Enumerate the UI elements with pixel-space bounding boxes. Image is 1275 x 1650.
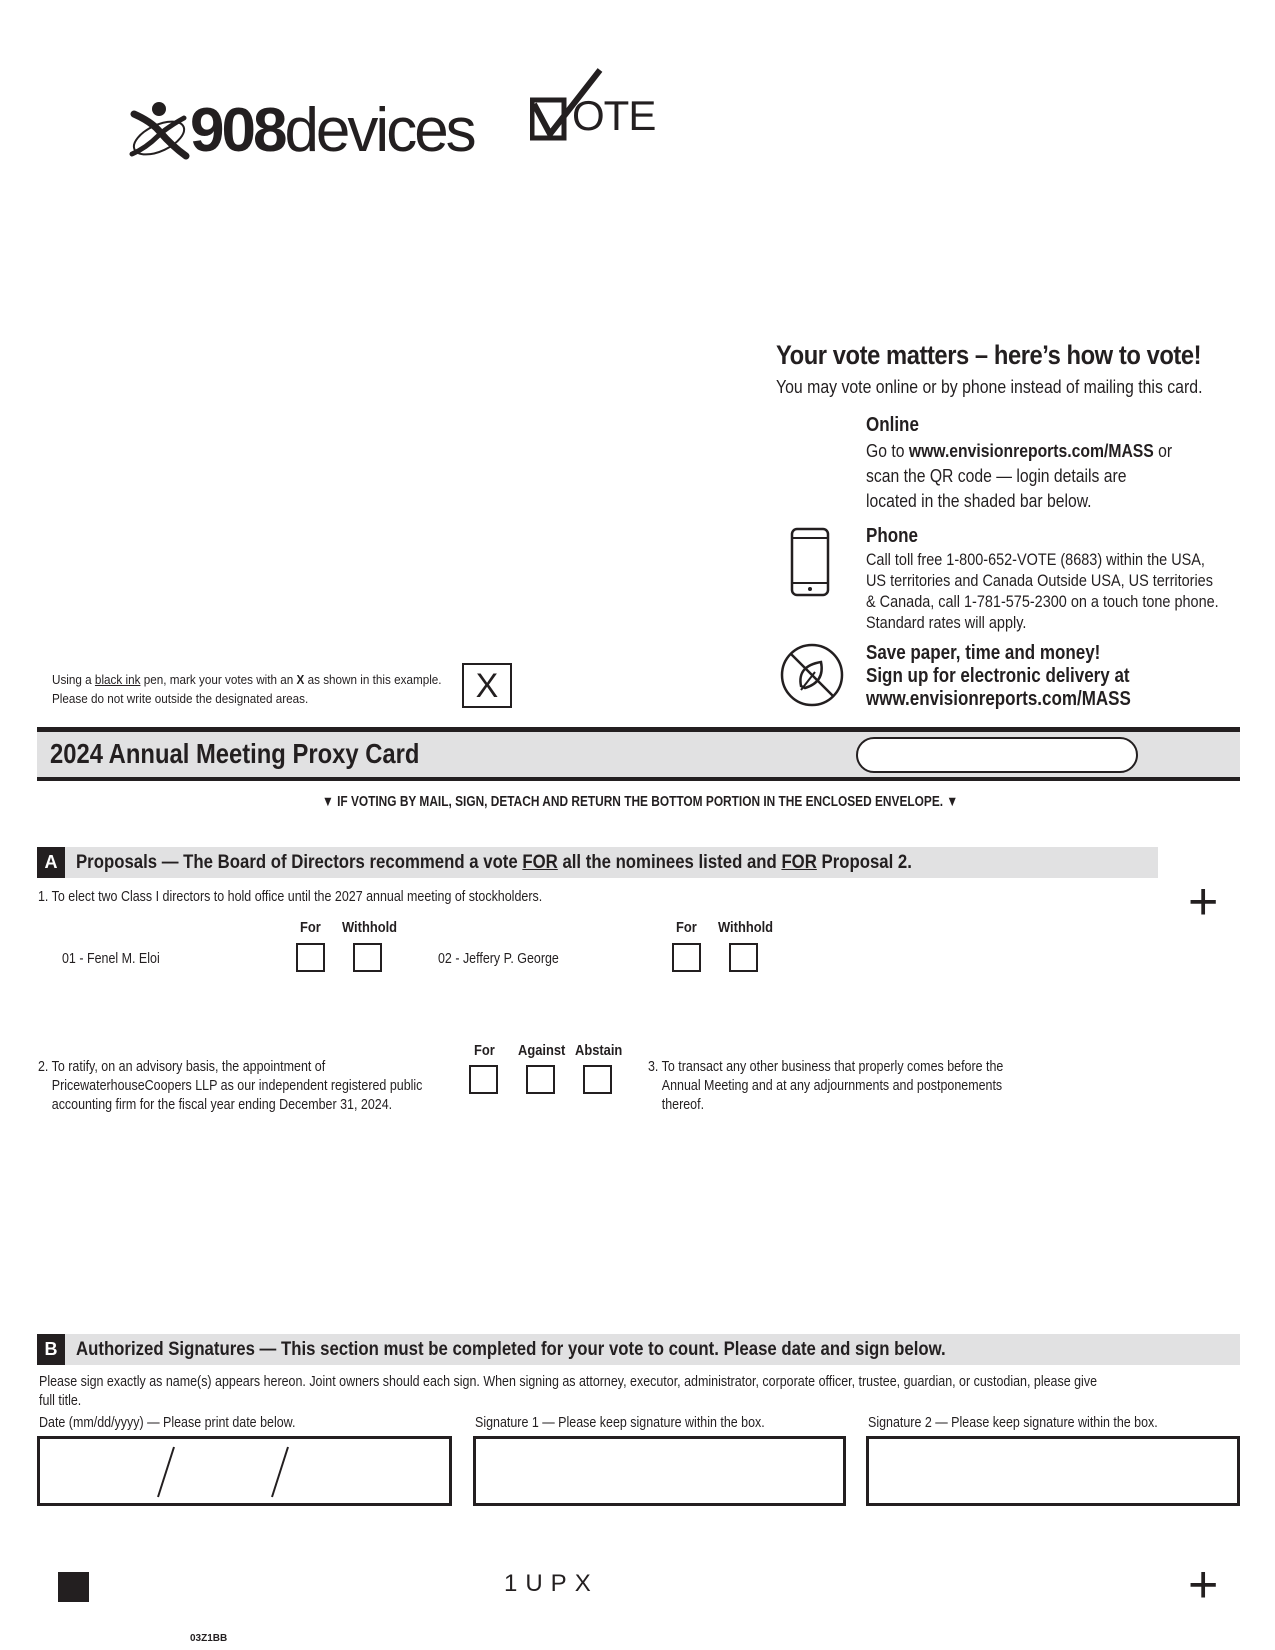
example-mark: X — [475, 667, 499, 705]
paperless-text — [866, 642, 1131, 711]
registration-mark — [58, 1572, 89, 1602]
section-a-text-c: Proposal 2. — [816, 851, 912, 873]
leaf-icon — [779, 642, 845, 708]
nominee-2-withhold-checkbox[interactable] — [729, 943, 758, 972]
date-field[interactable] — [37, 1436, 452, 1506]
section-a-heading — [76, 851, 912, 874]
instr-line-2: Please do not write outside the designated areas. — [52, 691, 309, 706]
nominee-2-name: 02 - Jeffery P. George — [438, 951, 559, 967]
proposal-2-against-checkbox[interactable] — [526, 1065, 555, 1094]
online-text: Go to — [866, 440, 909, 461]
online-line-3: located in the shaded bar below. — [866, 490, 1092, 511]
section-b-letter: B — [37, 1334, 65, 1365]
instr-text-black-ink: black ink — [94, 672, 141, 687]
signature-1-label: Signature 1 — Please keep signature within the box. — [475, 1415, 765, 1431]
proposal-2-abstain-checkbox[interactable] — [583, 1065, 612, 1094]
proposal-2-abstain-label: Abstain — [575, 1042, 623, 1059]
date-separator-icon — [40, 1439, 449, 1503]
proposal-2-line-2: PricewaterhouseCoopers LLP as our independent registered public — [51, 1078, 423, 1094]
logo-mark-icon — [128, 100, 190, 160]
paperless-line-2: Sign up for electronic delivery at — [866, 665, 1130, 687]
phone-icon — [790, 527, 830, 597]
card-title: 2024 Annual Meeting Proxy Card — [50, 738, 420, 769]
instr-text-x: X — [296, 672, 305, 687]
section-b-heading: Authorized Signatures — This section must be completed for your vote to count. Please date and sign below. — [76, 1338, 946, 1360]
logo-text-light: devices — [284, 96, 474, 165]
signature-1-field[interactable] — [473, 1436, 846, 1506]
phone-line-2: US territories and Canada Outside USA, US territories — [866, 571, 1213, 590]
proposal-3-line-1: 3. To transact any other business that properly comes before the — [648, 1059, 1004, 1075]
instr-text-a: Using a — [52, 672, 95, 687]
online-heading: Online — [866, 414, 919, 436]
signature-2-label: Signature 2 — Please keep signature within the box. — [868, 1415, 1158, 1431]
date-label: Date (mm/dd/yyyy) — Please print date below. — [39, 1415, 296, 1431]
online-line-2: scan the QR code — login details are — [866, 465, 1127, 486]
proposal-2-line-1: 2. To ratify, on an advisory basis, the appointment of — [38, 1059, 326, 1075]
signing-instructions — [39, 1373, 1097, 1411]
signing-note-line-2: full title. — [39, 1393, 82, 1409]
proposal-3-text — [648, 1058, 1003, 1115]
nominee-2-withhold-label: Withhold — [718, 919, 774, 936]
signing-note-line-1: Please sign exactly as name(s) appears hereon. Joint owners should each sign. When signing as attorney, executor, administrator, corporate officer, trustee, guardian, or custodian, please give — [39, 1374, 1098, 1390]
nominee-1-for-checkbox[interactable] — [296, 943, 325, 972]
proposal-2-for-label: For — [474, 1042, 495, 1059]
online-instructions — [866, 438, 1172, 513]
proposal-2-against-label: Against — [518, 1042, 566, 1059]
proposal-3-line-2: Annual Meeting and at any adjournments and postponements — [661, 1078, 1003, 1094]
login-details-field — [856, 737, 1138, 773]
example-mark-box — [462, 663, 512, 708]
logo-text-bold: 908 — [190, 96, 285, 165]
signature-2-field[interactable] — [866, 1436, 1240, 1506]
proposal-2-for-checkbox[interactable] — [469, 1065, 498, 1094]
small-form-code: 03Z1BB — [190, 1633, 228, 1644]
vote-logo — [530, 68, 665, 148]
vote-logo-text: OTE — [572, 92, 656, 139]
plus-icon: + — [1188, 873, 1219, 931]
proposal-1-text: 1. To elect two Class I directors to hold office until the 2027 annual meeting of stockholders. — [38, 889, 543, 905]
paperless-url[interactable]: www.envisionreports.com/MASS — [866, 688, 1131, 710]
paperless-line-1: Save paper, time and money! — [866, 642, 1101, 664]
phone-line-1: Call toll free 1-800-652-VOTE (8683) within the USA, — [866, 550, 1205, 569]
section-a-text-b: all the nominees listed and — [557, 851, 782, 873]
online-url[interactable]: www.envisionreports.com/MASS — [908, 440, 1154, 461]
proposal-2-line-3: accounting firm for the fiscal year ending December 31, 2024. — [51, 1097, 393, 1113]
instr-text-c: pen, mark your votes with an — [140, 672, 297, 687]
nominee-2-for-checkbox[interactable] — [672, 943, 701, 972]
section-a-for-1: FOR — [522, 851, 558, 873]
nominee-1-name: 01 - Fenel M. Eloi — [62, 951, 160, 967]
online-text-suffix: or — [1153, 440, 1173, 461]
plus-icon: + — [1188, 1556, 1219, 1614]
phone-instructions — [866, 549, 1219, 633]
phone-line-4: Standard rates will apply. — [866, 613, 1027, 632]
instr-text-e: as shown in this example. — [304, 672, 442, 687]
marking-instructions — [52, 670, 442, 708]
how-to-vote-title: Your vote matters – here’s how to vote! — [776, 340, 1202, 370]
form-code: 1UPX — [504, 1570, 599, 1597]
company-logo — [128, 96, 478, 166]
nominee-1-withhold-checkbox[interactable] — [353, 943, 382, 972]
how-to-vote-subtitle: You may vote online or by phone instead of mailing this card. — [776, 377, 1203, 397]
section-a-for-2: FOR — [781, 851, 817, 873]
proposal-2-text — [38, 1058, 422, 1115]
section-a-text-a: Proposals — The Board of Directors recommend a vote — [76, 851, 523, 873]
nominee-1-for-label: For — [300, 919, 321, 936]
nominee-1-withhold-label: Withhold — [342, 919, 398, 936]
phone-heading: Phone — [866, 525, 918, 547]
mail-instructions: ▼ IF VOTING BY MAIL, SIGN, DETACH AND RETURN THE BOTTOM PORTION IN THE ENCLOSED ENVELOPE. ▼ — [322, 794, 959, 810]
section-a-letter: A — [37, 847, 65, 878]
phone-line-3: & Canada, call 1-781-575-2300 on a touch tone phone. — [866, 592, 1219, 611]
proposal-3-line-3: thereof. — [661, 1097, 705, 1113]
nominee-2-for-label: For — [676, 919, 697, 936]
